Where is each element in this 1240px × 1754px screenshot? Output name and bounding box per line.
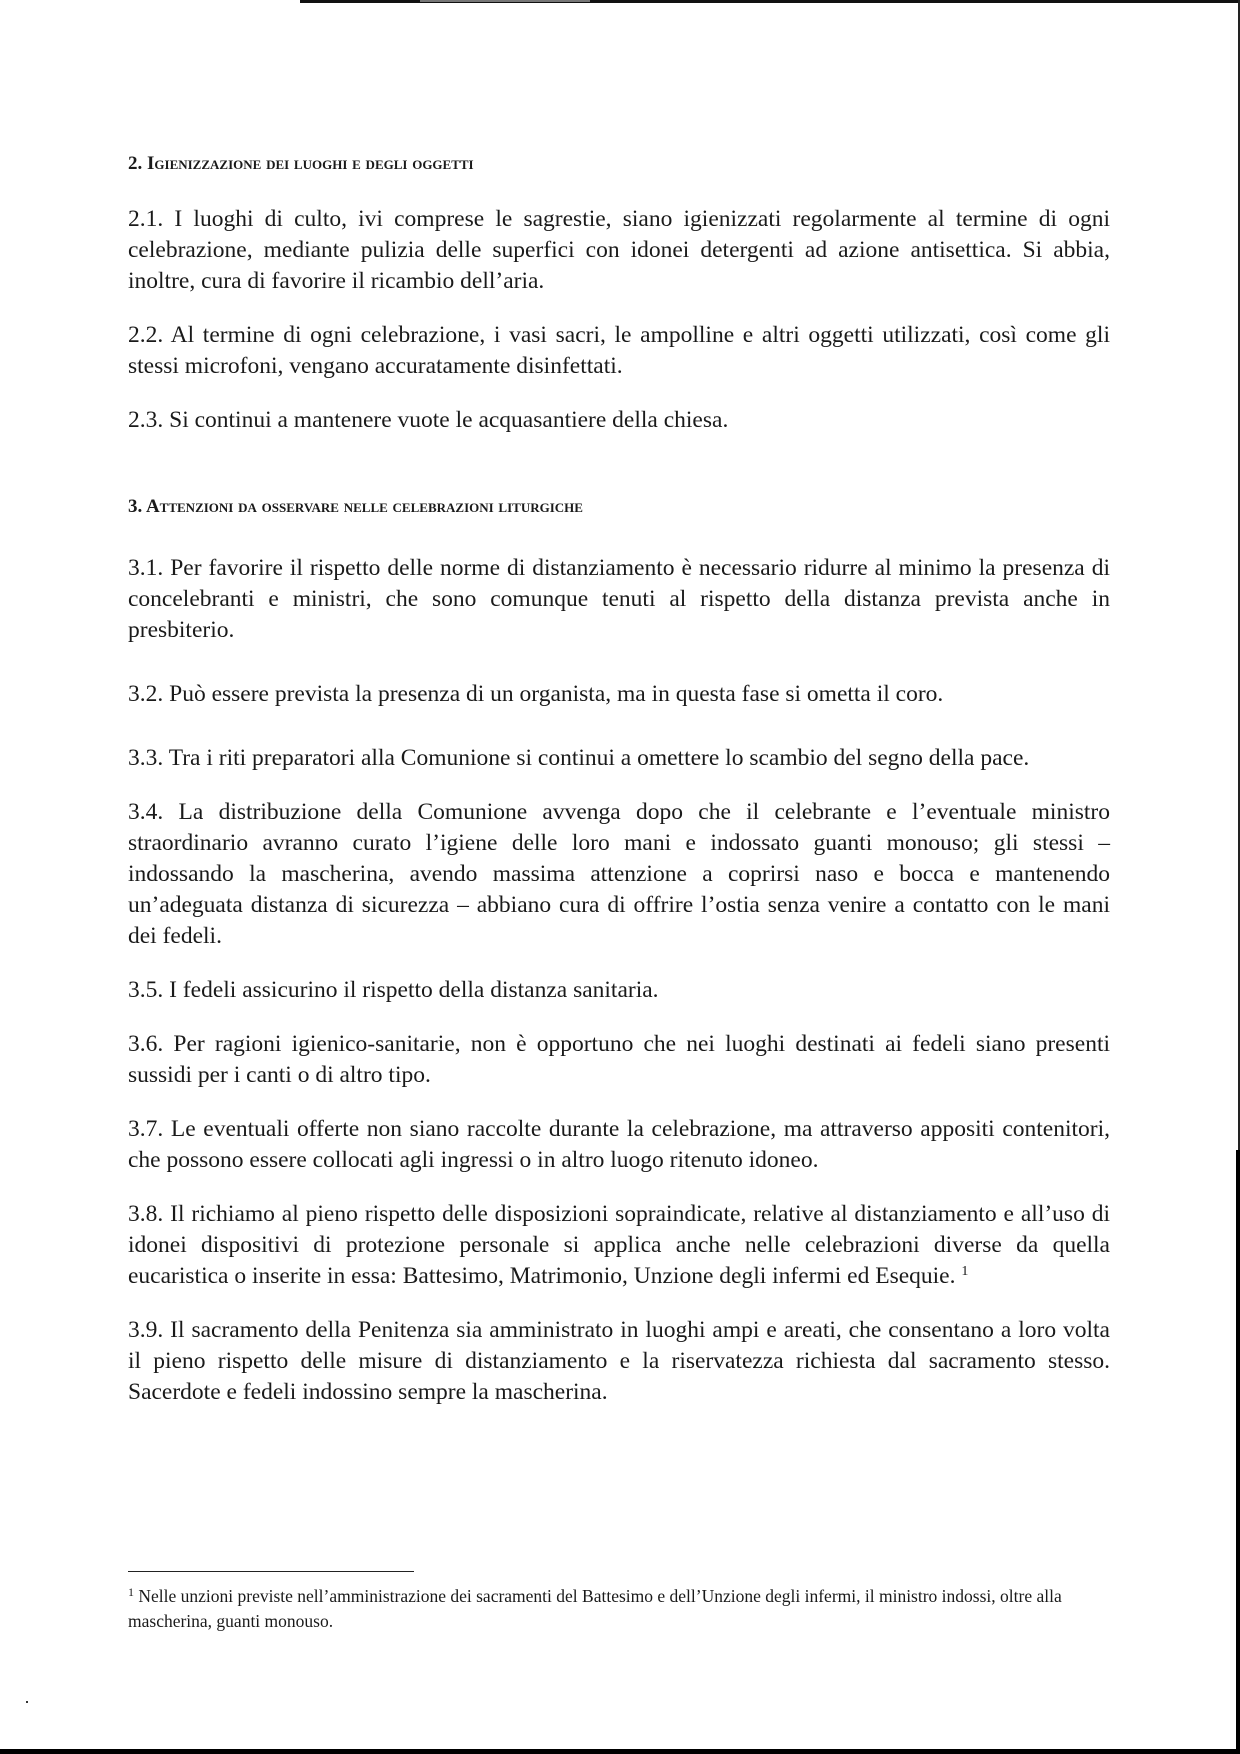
paragraph-3-3: 3.3. Tra i riti preparatori alla Comunione si continui a omettere lo scambio del segno della pace. bbox=[128, 745, 1030, 771]
footnote-reference[interactable]: 1 bbox=[961, 1264, 969, 1279]
paragraph-3-8 bbox=[128, 1199, 1110, 1292]
section-3 bbox=[128, 491, 1110, 1408]
scan-edge-right-thick bbox=[1236, 1150, 1240, 1750]
paragraph-3-1: 3.1. Per favorire il rispetto delle norme di distanziamento è necessario ridurre al minimo la presenza di concelebranti e ministri, che sono comunque tenuti al rispetto della distanza prevista anche in presbiterio. bbox=[128, 555, 1110, 643]
footnote-separator bbox=[128, 1571, 414, 1572]
paragraph-3-2: 3.2. Può essere prevista la presenza di un organista, ma in questa fase si ometta il coro. bbox=[128, 681, 944, 707]
paragraph-2-3: 2.3. Si continui a mantenere vuote le acquasantiere della chiesa. bbox=[128, 407, 729, 433]
section-2 bbox=[128, 148, 1110, 436]
section-number: 3. bbox=[128, 496, 143, 517]
section-number: 2. bbox=[128, 153, 143, 174]
scan-edge-bottom bbox=[0, 1749, 1240, 1754]
paragraph-3-7: 3.7. Le eventuali offerte non siano raccolte durante la celebrazione, ma attraverso appositi contenitori, che possono essere collocati agli ingressi o in altro luogo ritenuto idoneo. bbox=[128, 1116, 1110, 1173]
paragraph-3-5: 3.5. I fedeli assicurino il rispetto della distanza sanitaria. bbox=[128, 977, 659, 1003]
paragraph-2-1: 2.1. I luoghi di culto, ivi comprese le sagrestie, siano igienizzati regolarmente al termine di ogni celebrazione, mediante pulizia delle superfici con idonei detergenti ad azione antisettica. Si abbia, inoltre, cura di favorire il ricambio dell’aria. bbox=[128, 206, 1110, 294]
paragraph-3-4: 3.4. La distribuzione della Comunione avvenga dopo che il celebrante e l’eventuale ministro straordinario avranno curato l’igiene delle loro mani e indossato guanti monouso; gli stessi – indossando la mascherina, avendo massima attenzione a coprirsi naso e bocca e mantenendo un’adeguata distanza di sicurezza – abbiano cura di offrire l’ostia senza venire a contatto con le mani dei fedeli. bbox=[128, 799, 1110, 949]
section-heading bbox=[128, 148, 1110, 180]
footnote-1 bbox=[128, 1584, 1106, 1634]
document-page bbox=[128, 148, 1110, 1431]
paragraph-3-8-text: 3.8. Il richiamo al pieno rispetto delle disposizioni sopraindicate, relative al distanziamento e all’uso di idonei dispositivi di protezione personale si applica anche nelle celebrazioni diverse da quella eucaristica o inserite in essa: Battesimo, Matrimonio, Unzione degli infermi ed Esequie. bbox=[128, 1201, 1110, 1289]
scan-edge-top-gray bbox=[420, 0, 590, 2]
section-spacer bbox=[128, 459, 1110, 491]
paragraph-3-6: 3.6. Per ragioni igienico-sanitarie, non è opportuno che nei luoghi destinati ai fedeli siano presenti sussidi per i canti o di altro tipo. bbox=[128, 1031, 1110, 1088]
paragraph-2-2: 2.2. Al termine di ogni celebrazione, i vasi sacri, le ampolline e altri oggetti utilizzati, così come gli stessi microfoni, vengano accuratamente disinfettati. bbox=[128, 322, 1110, 379]
section-title: Igienizzazione dei luoghi e degli oggetti bbox=[147, 153, 474, 174]
footnote-marker: 1 bbox=[128, 1585, 134, 1599]
footnote-text: Nelle unzioni previste nell’amministrazione dei sacramenti del Battesimo e dell’Unzione degli infermi, il ministro indossi, oltre alla mascherina, guanti monouso. bbox=[128, 1586, 1062, 1631]
section-title: Attenzioni da osservare nelle celebrazioni liturgiche bbox=[145, 496, 583, 517]
scan-speck bbox=[26, 1701, 28, 1703]
paragraph-3-9: 3.9. Il sacramento della Penitenza sia amministrato in luoghi ampi e areati, che consentano a loro volta il pieno rispetto delle misure di distanziamento e la riservatezza richiesta dal sacramento stesso. Sacerdote e fedeli indossino sempre la mascherina. bbox=[128, 1317, 1110, 1405]
section-heading bbox=[128, 491, 1110, 523]
